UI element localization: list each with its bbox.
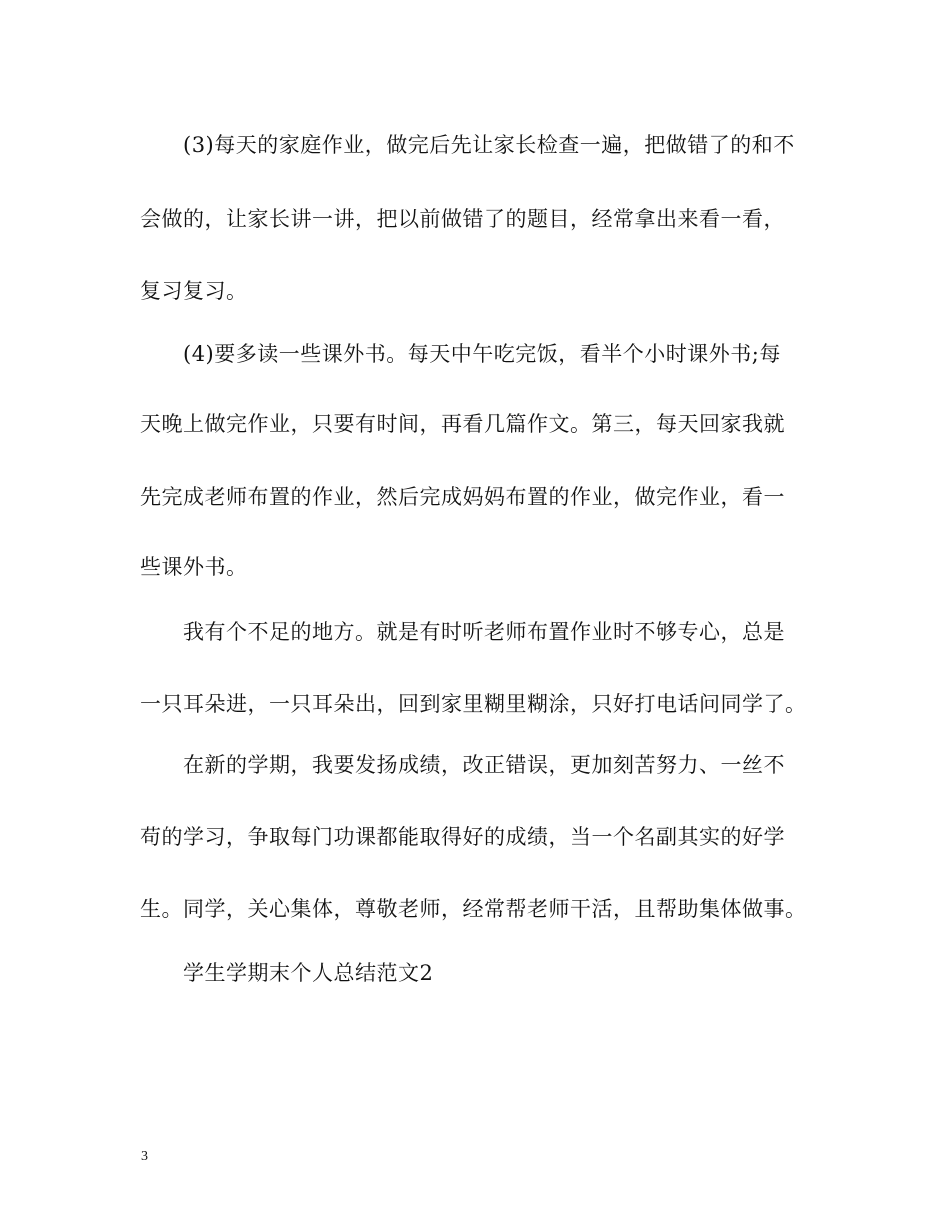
text-line: 会做的，让家长讲一讲，把以前做错了的题目，经常拿出来看一看， [140,207,785,231]
text-line: 我有个不足的地方。就是有时听老师布置作业时不够专心，总是 [183,620,785,644]
text-line: 在新的学期，我要发扬成绩，改正错误，更加刻苦努力、一丝不 [183,753,785,777]
text-line: 些课外书。 [140,555,248,579]
text-line: 苟的学习，争取每门功课都能取得好的成绩，当一个名副其实的好学 [140,825,785,849]
text-line: 天晚上做完作业，只要有时间，再看几篇作文。第三，每天回家我就 [140,412,785,436]
text-line: 一只耳朵进，一只耳朵出，回到家里糊里糊涂，只好打电话问同学了。 [140,692,807,716]
text-line: 生。同学，关心集体，尊敬老师，经常帮老师干活，且帮助集体做事。 [140,897,807,921]
text-line: (4)要多读一些课外书。每天中午吃完饭，看半个小时课外书;每 [183,342,781,366]
text-line: (3)每天的家庭作业，做完后先让家长检查一遍，把做错了的和不 [183,133,795,157]
text-line: 先完成老师布置的作业，然后完成妈妈布置的作业，做完作业，看一 [140,485,785,509]
page-number: 3 [141,1149,148,1164]
text-line: 复习复习。 [140,279,248,303]
heading-line: 学生学期末个人总结范文2 [183,961,434,985]
